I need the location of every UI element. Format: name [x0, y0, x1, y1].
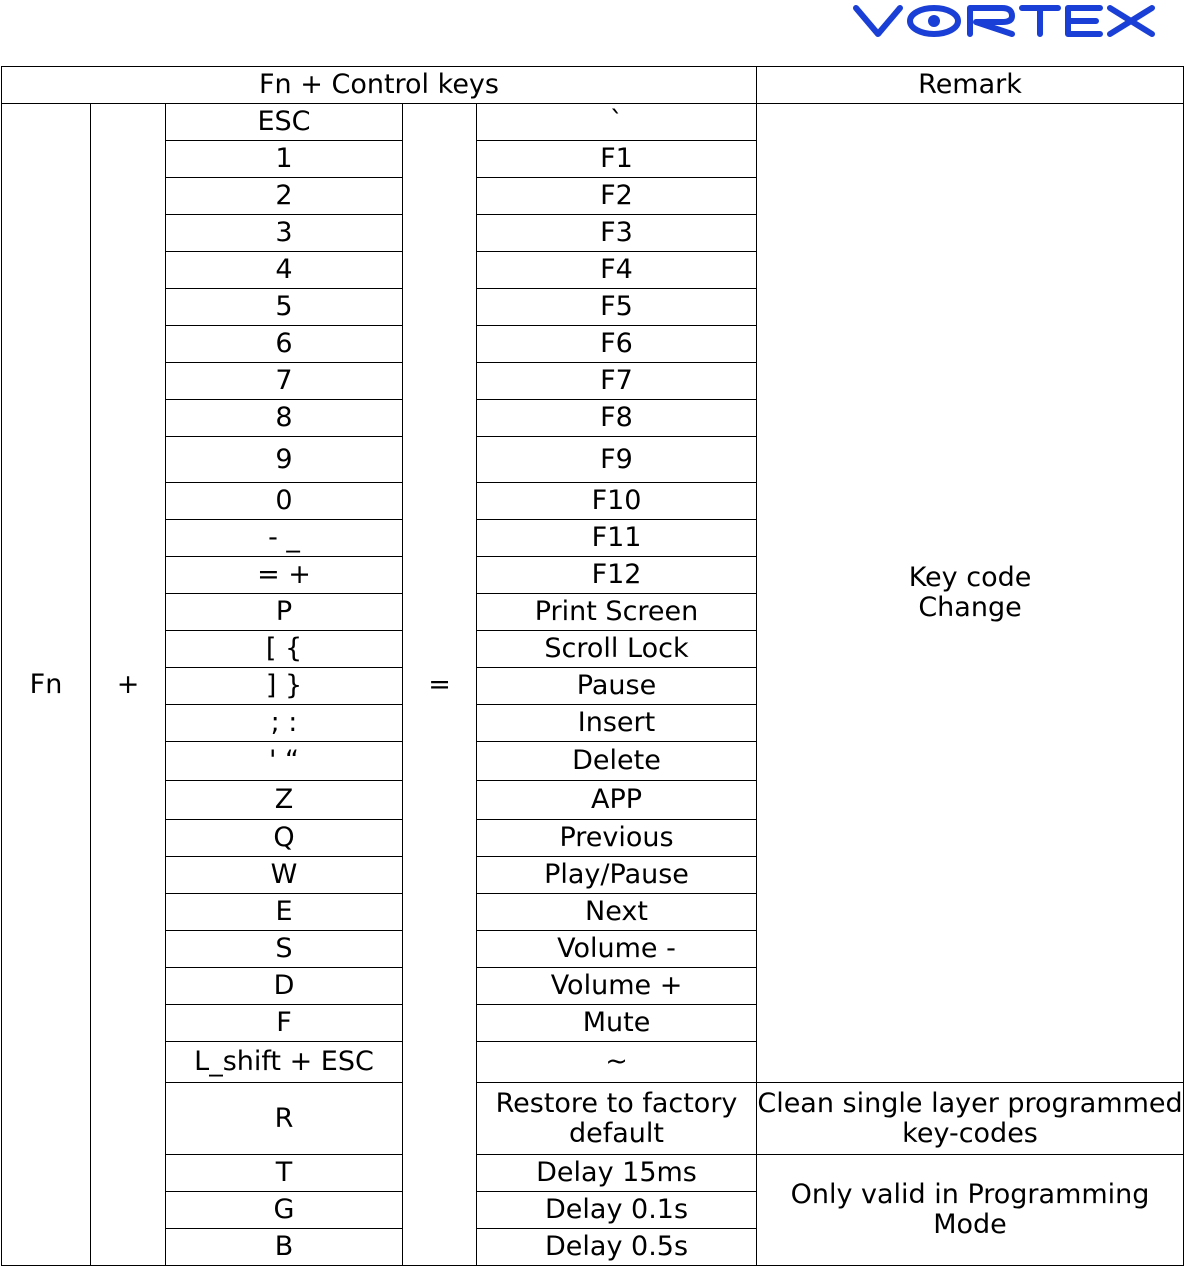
value-cell: F1 — [477, 141, 757, 178]
value-cell: Delay 0.5s — [477, 1229, 757, 1266]
value-cell: F4 — [477, 252, 757, 289]
key-cell: D — [166, 968, 403, 1005]
key-cell: L_shift + ESC — [166, 1042, 403, 1083]
value-cell: F11 — [477, 520, 757, 557]
header-keys-label: Fn + Control keys — [2, 67, 757, 104]
value-cell: F5 — [477, 289, 757, 326]
value-cell: F3 — [477, 215, 757, 252]
value-cell: Print Screen — [477, 594, 757, 631]
key-cell: 7 — [166, 363, 403, 400]
value-cell: F6 — [477, 326, 757, 363]
remark-clean-layer: Clean single layer programmed key-codes — [757, 1083, 1184, 1155]
value-cell: Previous — [477, 820, 757, 857]
remark-programming-mode: Only valid in Programming Mode — [757, 1155, 1184, 1266]
key-cell: ; : — [166, 705, 403, 742]
key-cell: 0 — [166, 483, 403, 520]
key-cell: S — [166, 931, 403, 968]
table-row — [2, 104, 1184, 141]
key-cell: [ { — [166, 631, 403, 668]
value-cell: F10 — [477, 483, 757, 520]
header-remark-label: Remark — [757, 67, 1184, 104]
key-cell: 2 — [166, 178, 403, 215]
value-cell: Pause — [477, 668, 757, 705]
value-cell: Restore to factory default — [477, 1083, 757, 1155]
key-cell: E — [166, 894, 403, 931]
key-cell: P — [166, 594, 403, 631]
value-cell: Play/Pause — [477, 857, 757, 894]
equals-label-cell: = — [403, 104, 477, 1266]
key-cell: G — [166, 1192, 403, 1229]
key-cell: 3 — [166, 215, 403, 252]
value-cell: ` — [477, 104, 757, 141]
value-cell: Delete — [477, 742, 757, 781]
key-cell: R — [166, 1083, 403, 1155]
value-cell: Insert — [477, 705, 757, 742]
key-cell: - _ — [166, 520, 403, 557]
key-cell: 6 — [166, 326, 403, 363]
value-cell: F12 — [477, 557, 757, 594]
key-cell: Q — [166, 820, 403, 857]
value-cell: ~ — [477, 1042, 757, 1083]
value-cell: F8 — [477, 400, 757, 437]
value-cell: Delay 15ms — [477, 1155, 757, 1192]
key-cell: ESC — [166, 104, 403, 141]
key-cell: B — [166, 1229, 403, 1266]
key-cell: W — [166, 857, 403, 894]
value-cell: F2 — [477, 178, 757, 215]
fn-label-cell: Fn — [2, 104, 91, 1266]
plus-label-cell: + — [91, 104, 166, 1266]
key-cell: ] } — [166, 668, 403, 705]
table-header-row — [2, 67, 1184, 104]
fn-control-keys-table — [1, 66, 1184, 1266]
value-cell: F7 — [477, 363, 757, 400]
value-cell: Delay 0.1s — [477, 1192, 757, 1229]
value-cell: F9 — [477, 437, 757, 483]
remark-key-code-change: Key code Change — [757, 104, 1184, 1083]
value-cell: Mute — [477, 1005, 757, 1042]
value-cell: Volume + — [477, 968, 757, 1005]
vortex-logo — [852, 4, 1158, 38]
key-cell: 8 — [166, 400, 403, 437]
key-cell: 4 — [166, 252, 403, 289]
value-cell: Volume - — [477, 931, 757, 968]
key-cell: T — [166, 1155, 403, 1192]
key-cell: Z — [166, 781, 403, 820]
key-cell: 5 — [166, 289, 403, 326]
key-cell: F — [166, 1005, 403, 1042]
value-cell: Scroll Lock — [477, 631, 757, 668]
value-cell: Next — [477, 894, 757, 931]
table-row — [2, 1155, 1184, 1192]
key-cell: 9 — [166, 437, 403, 483]
key-cell: = + — [166, 557, 403, 594]
table-row — [2, 1083, 1184, 1155]
key-cell: 1 — [166, 141, 403, 178]
key-cell: ' “ — [166, 742, 403, 781]
value-cell: APP — [477, 781, 757, 820]
vortex-logo-graphic — [852, 4, 1158, 38]
